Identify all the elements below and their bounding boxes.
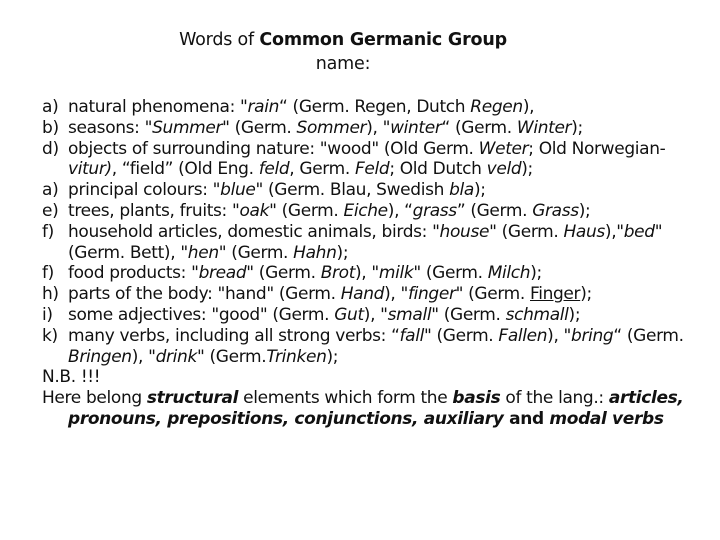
- text-segment: ), ": [363, 304, 388, 325]
- list-item-text: [68, 222, 662, 263]
- text-segment: “ (Germ.: [613, 325, 684, 346]
- text-segment: " (Germ. Blau, Swedish: [255, 180, 450, 201]
- text-segment: Eiche: [343, 200, 388, 221]
- text-segment: drink: [155, 346, 197, 367]
- text-segment: many verbs, including all strong verbs: “: [68, 325, 400, 346]
- text-segment: Gut: [334, 304, 364, 325]
- text-segment: ), ": [384, 284, 408, 305]
- text-segment: Here belong: [42, 388, 147, 409]
- list-item-label: b): [42, 117, 59, 138]
- text-segment: parts of the body: "hand" (Germ.: [68, 284, 341, 305]
- text-segment: Trinken: [266, 346, 327, 367]
- text-segment: bla: [449, 180, 474, 201]
- text-segment: veld: [486, 159, 522, 180]
- text-segment: );: [521, 159, 533, 180]
- list-item-text: [68, 263, 542, 283]
- list-item: [42, 326, 712, 368]
- text-segment: Sommer: [296, 117, 367, 138]
- text-segment: ; Old Dutch: [389, 159, 487, 180]
- text-segment: Bringen: [68, 346, 132, 367]
- list-item-text: [68, 97, 534, 117]
- text-segment: " (Germ.: [489, 221, 564, 242]
- list-item: [42, 97, 712, 118]
- list-item-label: d): [42, 138, 59, 159]
- text-segment: Haus: [563, 221, 605, 242]
- list-item-label: h): [42, 284, 59, 305]
- text-segment: bed: [623, 221, 655, 242]
- text-segment: modal verbs: [549, 408, 664, 429]
- text-segment: finger: [407, 284, 456, 305]
- text-segment: trees, plants, fruits: ": [68, 200, 240, 221]
- text-segment: Brot: [320, 263, 356, 284]
- text-segment: ), ": [547, 325, 572, 346]
- list-item-label: f): [42, 263, 54, 284]
- text-segment: elements which form the: [238, 388, 453, 409]
- text-segment: " (Germ.: [218, 242, 294, 263]
- text-segment: ),": [604, 221, 624, 242]
- title-part-3: name:: [315, 54, 371, 74]
- text-segment: Summer: [152, 117, 223, 138]
- text-segment: articles, pronouns, prepositions, conjunctions, auxiliary: [68, 388, 684, 429]
- list-item: [42, 263, 712, 284]
- text-segment: Weter: [478, 138, 529, 159]
- list-item-label: f): [42, 221, 54, 242]
- text-segment: " (Germ.: [246, 263, 321, 284]
- text-segment: Fallen: [498, 325, 548, 346]
- text-segment: some adjectives: "good" (Germ.: [68, 304, 335, 325]
- text-segment: );: [571, 117, 583, 138]
- list-item-text: [68, 201, 590, 221]
- text-segment: Finger: [530, 284, 581, 305]
- text-segment: blue: [220, 180, 256, 201]
- text-segment: ), ": [355, 263, 379, 284]
- text-segment: objects of surrounding nature: "wood" (Old Germ.: [68, 138, 479, 159]
- text-segment: milk: [378, 263, 414, 284]
- slide-title: [0, 28, 686, 76]
- items-container: [42, 97, 712, 367]
- text-segment: structural: [146, 388, 239, 409]
- text-segment: bread: [198, 263, 247, 284]
- text-segment: grass: [412, 200, 457, 221]
- text-segment: " (Germ. Bett), ": [68, 221, 663, 263]
- text-segment: ), ": [131, 346, 156, 367]
- list-item-text: [68, 326, 684, 367]
- text-segment: vitur): [68, 159, 112, 180]
- text-segment: , “field” (Old Eng.: [111, 159, 259, 180]
- text-segment: );: [326, 346, 339, 367]
- list-item: [42, 305, 712, 326]
- list-item: [42, 118, 712, 139]
- word-list: [42, 97, 712, 430]
- text-segment: " (Germ.: [222, 117, 297, 138]
- text-segment: ; Old Norwegian-: [528, 138, 666, 159]
- text-segment: “ (Germ. Regen, Dutch: [279, 97, 471, 117]
- list-item-label: k): [42, 325, 58, 346]
- list-item-label: e): [42, 200, 59, 221]
- text-segment: and: [503, 408, 550, 429]
- text-segment: );: [336, 242, 349, 263]
- text-segment: natural phenomena: ": [68, 97, 248, 117]
- text-segment: ), “: [387, 200, 413, 221]
- list-item-text: [68, 284, 592, 304]
- text-segment: " (Germ.: [423, 325, 499, 346]
- text-segment: " (Germ.: [196, 346, 267, 367]
- nb-note: N.B. !!!: [42, 367, 101, 388]
- text-segment: " (Germ.: [431, 304, 506, 325]
- list-item: [42, 180, 712, 201]
- text-segment: ), ": [366, 117, 391, 138]
- text-segment: of the lang.:: [500, 388, 609, 409]
- text-segment: basis: [452, 388, 501, 409]
- text-segment: );: [580, 284, 592, 305]
- list-item-label: a): [42, 97, 59, 117]
- text-segment: bring: [571, 325, 614, 346]
- list-item-text: [68, 118, 583, 138]
- list-item: [42, 222, 712, 264]
- text-segment: oak: [239, 200, 270, 221]
- text-segment: Regen: [470, 97, 523, 117]
- text-segment: principal colours: ": [68, 180, 221, 201]
- text-segment: " (Germ.: [413, 263, 488, 284]
- text-segment: “ (Germ.: [441, 117, 517, 138]
- list-item-label: a): [42, 180, 59, 201]
- text-segment: food products: ": [68, 263, 199, 284]
- text-segment: );: [473, 180, 486, 201]
- title-part-2: Common Germanic Group: [259, 30, 507, 50]
- list-item: [42, 284, 712, 305]
- list-item-label: i): [42, 304, 53, 325]
- text-segment: house: [439, 221, 490, 242]
- list-item-text: [68, 180, 486, 200]
- text-segment: Feld: [354, 159, 390, 180]
- text-segment: );: [578, 200, 591, 221]
- title-part-1: Words of: [179, 30, 254, 50]
- closing-paragraph: [42, 388, 712, 430]
- list-item: [42, 139, 712, 181]
- text-segment: schmall: [505, 304, 569, 325]
- text-segment: household articles, domestic animals, birds: ": [68, 221, 440, 242]
- text-segment: " (Germ.: [455, 284, 530, 305]
- list-item-text: [68, 139, 665, 180]
- text-segment: hen: [187, 242, 219, 263]
- text-segment: feld: [258, 159, 290, 180]
- text-segment: ” (Germ.: [456, 200, 533, 221]
- text-segment: );: [568, 304, 581, 325]
- text-segment: rain: [247, 97, 280, 117]
- list-item: [42, 201, 712, 222]
- list-item-text: [68, 305, 580, 325]
- text-segment: Grass: [532, 200, 579, 221]
- text-segment: " (Germ.: [269, 200, 344, 221]
- text-segment: small: [387, 304, 432, 325]
- text-segment: Hahn: [293, 242, 337, 263]
- text-segment: fall: [399, 325, 424, 346]
- text-segment: Hand: [340, 284, 385, 305]
- text-segment: );: [530, 263, 542, 284]
- text-segment: ),: [522, 97, 535, 117]
- text-segment: Milch: [487, 263, 531, 284]
- text-segment: , Germ.: [289, 159, 355, 180]
- text-segment: Winter: [516, 117, 572, 138]
- text-segment: seasons: ": [68, 117, 153, 138]
- text-segment: winter: [390, 117, 442, 138]
